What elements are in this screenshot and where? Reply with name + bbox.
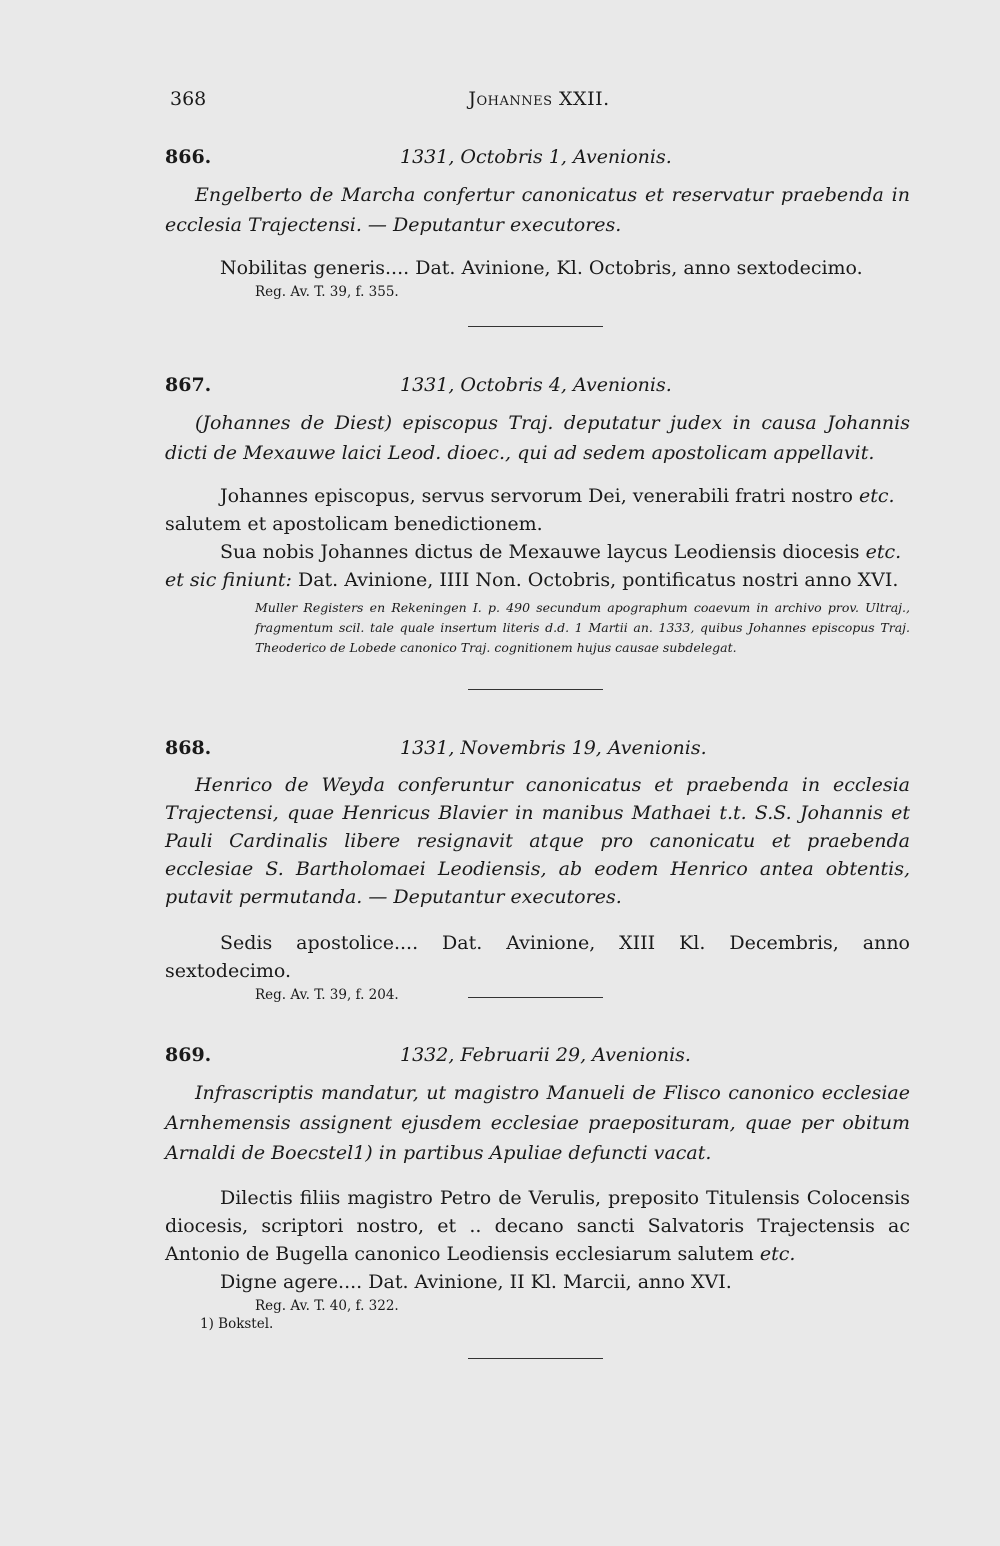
entry-date: 1331, Novembris 19, Avenionis. xyxy=(400,737,707,759)
page-number: 368 xyxy=(170,88,207,110)
entry-text-4: et sic finiunt: Dat. Avinione, IIII Non. Octobris, pontificatus nostri anno XVI. xyxy=(165,569,899,591)
entry-source: Reg. Av. T. 39, f. 355. xyxy=(255,284,399,300)
footnote: 1) Bokstel. xyxy=(200,1316,274,1332)
entry-text-2: Digne agere.... Dat. Avinione, II Kl. Marcii, anno XVI. xyxy=(220,1271,732,1293)
entry-source: Muller Registers en Rekeningen I. p. 490 secundum apographum coaevum in archivo prov. Ultraj., fragmentum scil. tale quale insertum literis d.d. 1 Martii an. 1333, quibus Johannes episcopus Traj. Theoderico de Lobede canonico Traj. cognitionem hujus causae subdelegat. xyxy=(255,600,910,655)
separator-rule xyxy=(468,689,603,690)
separator-rule xyxy=(468,997,603,998)
entry-date: 1332, Februarii 29, Avenionis. xyxy=(400,1044,691,1066)
entry-text-3: Sua nobis Johannes dictus de Mexauwe laycus Leodiensis diocesis etc. xyxy=(220,541,902,563)
entry-869 xyxy=(165,1044,910,1316)
entry-text-2: salutem et apostolicam benedictionem. xyxy=(165,513,543,535)
entry-867 xyxy=(165,374,910,658)
separator-rule xyxy=(468,326,603,327)
entry-number: 866. xyxy=(165,146,212,168)
entry-number: 868. xyxy=(165,737,212,759)
entry-date: 1331, Octobris 1, Avenionis. xyxy=(400,146,672,168)
entry-text-1: Johannes episcopus, servus servorum Dei, venerabili fratri nostro etc. xyxy=(220,485,895,507)
entry-regest: (Johannes de Diest) episcopus Traj. deputatur judex in causa Johannis dicti de Mexauwe laici Leod. dioec., qui ad sedem apostolicam appellavit. xyxy=(165,412,910,464)
entry-number: 867. xyxy=(165,374,212,396)
entry-source: Reg. Av. T. 39, f. 204. xyxy=(255,987,399,1003)
running-head: Johannes XXII. xyxy=(468,88,610,110)
separator-rule xyxy=(468,1358,603,1359)
entry-date: 1331, Octobris 4, Avenionis. xyxy=(400,374,672,396)
entry-number: 869. xyxy=(165,1044,212,1066)
entry-text: Nobilitas generis.... Dat. Avinione, Kl. Octobris, anno sextodecimo. xyxy=(220,257,863,279)
entry-regest: Engelberto de Marcha confertur canonicatus et reservatur praebenda in ecclesia Trajectensi. — Deputantur executores. xyxy=(165,184,910,236)
entry-866 xyxy=(165,146,910,302)
entry-868 xyxy=(165,737,910,1005)
entry-text: Sedis apostolice.... Dat. Avinione, XIII Kl. Decembris, anno sextodecimo. xyxy=(165,932,910,982)
page-header xyxy=(170,88,908,118)
entry-regest: Infrascriptis mandatur, ut magistro Manueli de Flisco canonico ecclesiae Arnhemensis assignent ejusdem ecclesiae praeposituram, quae per obitum Arnaldi de Boecstel1) in partibus Apuliae defuncti vacat. xyxy=(165,1082,910,1164)
entry-source: Reg. Av. T. 40, f. 322. xyxy=(255,1298,399,1314)
entry-text-1: Dilectis filiis magistro Petro de Verulis, preposito Titulensis Colocensis diocesis, scriptori nostro, et .. decano sancti Salvatoris Trajectensis ac Antonio de Bugella canonico Leodiensis ecclesiarum salutem etc. xyxy=(165,1187,910,1265)
entry-regest: Henrico de Weyda conferuntur canonicatus et praebenda in ecclesia Trajectensi, quae Henricus Blavier in manibus Mathaei t.t. S.S. Johannis et Pauli Cardinalis libere resignavit atque pro canonicatu et praebenda ecclesiae S. Bartholomaei Leodiensis, ab eodem Henrico antea obtentis, putavit permutanda. — Deputantur executores. xyxy=(165,774,910,908)
